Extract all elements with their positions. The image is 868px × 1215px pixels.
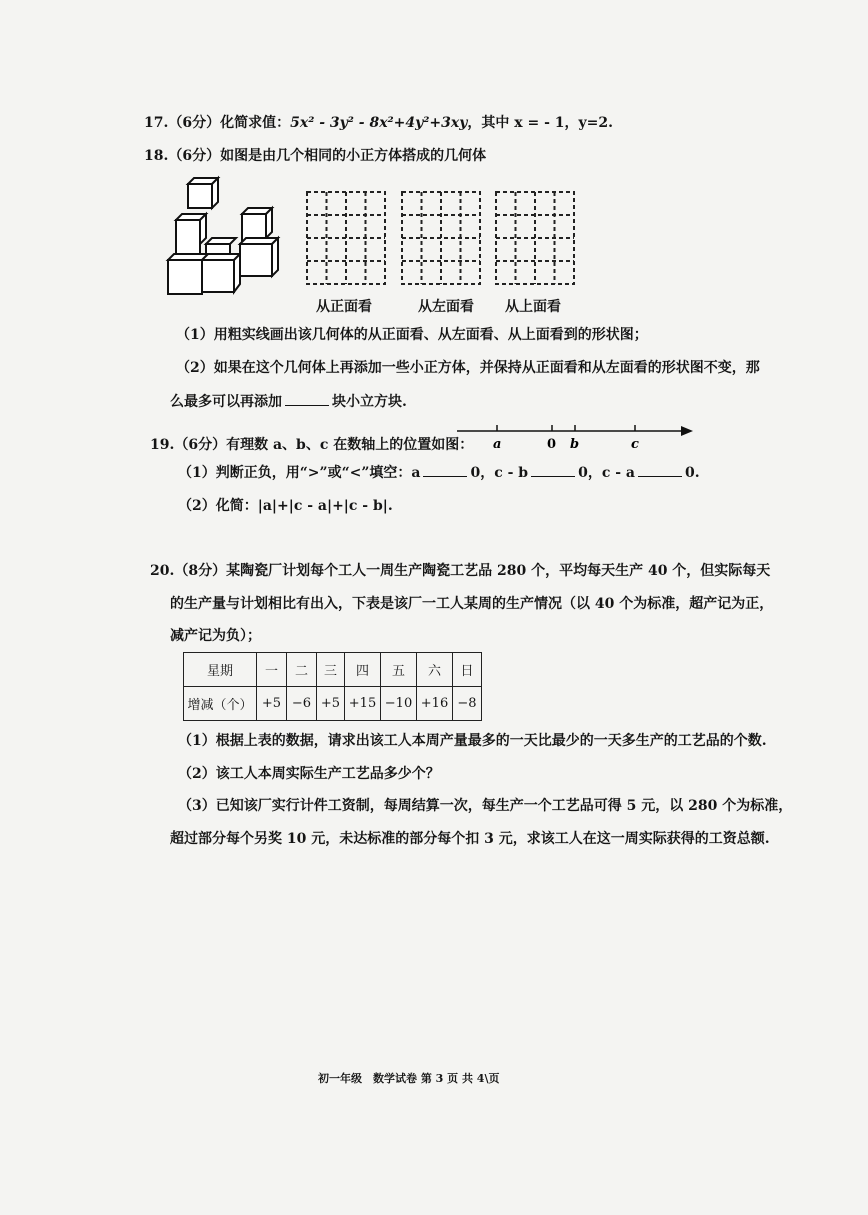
cube-stack-figure: [160, 172, 285, 297]
q17-number: 17.: [144, 115, 169, 131]
q19-blank-1[interactable]: [423, 464, 467, 477]
q19-score: （6分）: [174, 437, 227, 453]
page-footer: 初一年级 数学试卷 第 3 页 共 4\页: [318, 1072, 500, 1085]
table-row: [184, 687, 482, 721]
q18-part2-prefix: 么最多可以再添加: [170, 394, 282, 410]
q17-expression: 5x² - 3y² - 8x²+4y²+3xy: [290, 115, 468, 131]
q19-part1-mid1: 0，c - b: [470, 465, 529, 481]
axis-label-a: a: [493, 437, 502, 452]
q19-part1-prefix: （1）判断正负，用“>”或“<”填空：a: [178, 465, 421, 481]
q19-blank-3[interactable]: [638, 464, 682, 477]
q20-part2: （2）该工人本周实际生产工艺品多少个？: [178, 766, 440, 782]
q20-number: 20.: [150, 563, 175, 579]
q19-blank-2[interactable]: [531, 464, 575, 477]
table-cell: +16: [417, 687, 453, 721]
question-18: [144, 146, 486, 166]
table-cell: −6: [287, 687, 317, 721]
table-cell: +5: [257, 687, 287, 721]
q20-part3-line1: （3）已知该厂实行计件工资制，每周结算一次，每生产一个工艺品可得 5 元，以 280 个为标准，: [178, 798, 793, 814]
table-cell: 增减（个）: [184, 687, 257, 721]
q19-part2: （2）化简：|a|+|c - a|+|c - b|.: [178, 498, 393, 514]
q17-score: （6分）: [168, 115, 221, 131]
table-cell: 六: [417, 653, 453, 687]
number-line-arrow: [681, 426, 693, 436]
q19-number: 19.: [150, 437, 175, 453]
left-view-grid: [400, 190, 482, 286]
q18-part2-suffix: 块小立方块.: [332, 394, 407, 410]
q17-condition: ，其中 x = - 1，y=2.: [467, 115, 613, 131]
question-20: [150, 561, 770, 581]
top-view-grid: [494, 190, 576, 286]
table-cell: 二: [287, 653, 317, 687]
q18-answer-blank[interactable]: [285, 393, 329, 406]
q18-part2-line2: [170, 392, 407, 412]
q19-stem: 有理数 a、b、c 在数轴上的位置如图：: [226, 437, 474, 453]
table-cell: 三: [317, 653, 345, 687]
number-line: [455, 420, 695, 456]
table-cell: −10: [381, 687, 417, 721]
q20-line3: 减产记为负）；: [170, 628, 261, 644]
q18-number: 18.: [144, 148, 169, 164]
table-header-row: [184, 653, 482, 687]
table-cell: −8: [453, 687, 482, 721]
table-cell: +5: [317, 687, 345, 721]
table-cell: 一: [257, 653, 287, 687]
q18-stem: 如图是由几个相同的小正方体搭成的几何体: [220, 148, 487, 164]
table-cell: 五: [381, 653, 417, 687]
q20-line1: 某陶瓷厂计划每个工人一周生产陶瓷工艺品 280 个，平均每天生产 40 个，但实际每天: [226, 563, 771, 579]
axis-label-b: b: [570, 437, 580, 452]
q20-part3-line2: 超过部分每个另奖 10 元，未达标准的部分每个扣 3 元，求该工人在这一周实际获得的工资总额.: [170, 831, 770, 847]
table-cell: 四: [345, 653, 381, 687]
q19-part1-end: 0.: [685, 465, 700, 481]
axis-label-c: c: [631, 437, 639, 452]
table-cell: 日: [453, 653, 482, 687]
table-cell: +15: [345, 687, 381, 721]
top-view-label: 从上面看: [505, 299, 561, 315]
front-view-grid: [305, 190, 387, 286]
left-view-label: 从左面看: [418, 299, 474, 315]
q20-line2: 的生产量与计划相比有出入，下表是该厂一工人某周的生产情况（以 40 个为标准，超产记为正，: [170, 596, 774, 612]
q18-part1: （1）用粗实线画出该几何体的从正面看、从左面看、从上面看到的形状图；: [176, 327, 648, 343]
q19-part1-mid2: 0，c - a: [578, 465, 636, 481]
q19-part1: [178, 463, 700, 483]
question-17: [144, 113, 613, 133]
table-cell: 星期: [184, 653, 257, 687]
front-view-label: 从正面看: [316, 299, 372, 315]
q17-stem: 化简求值：: [220, 115, 291, 131]
q20-score: （8分）: [174, 563, 227, 579]
q18-part2-line1: （2）如果在这个几何体上再添加一些小正方体，并保持从正面看和从左面看的形状图不变，那: [176, 360, 760, 376]
question-19: [150, 435, 473, 455]
production-table: [183, 652, 482, 721]
q18-score: （6分）: [168, 148, 221, 164]
q20-part1: （1）根据上表的数据，请求出该工人本周产量最多的一天比最少的一天多生产的工艺品的个数.: [178, 733, 767, 749]
axis-label-0: 0: [547, 437, 557, 452]
